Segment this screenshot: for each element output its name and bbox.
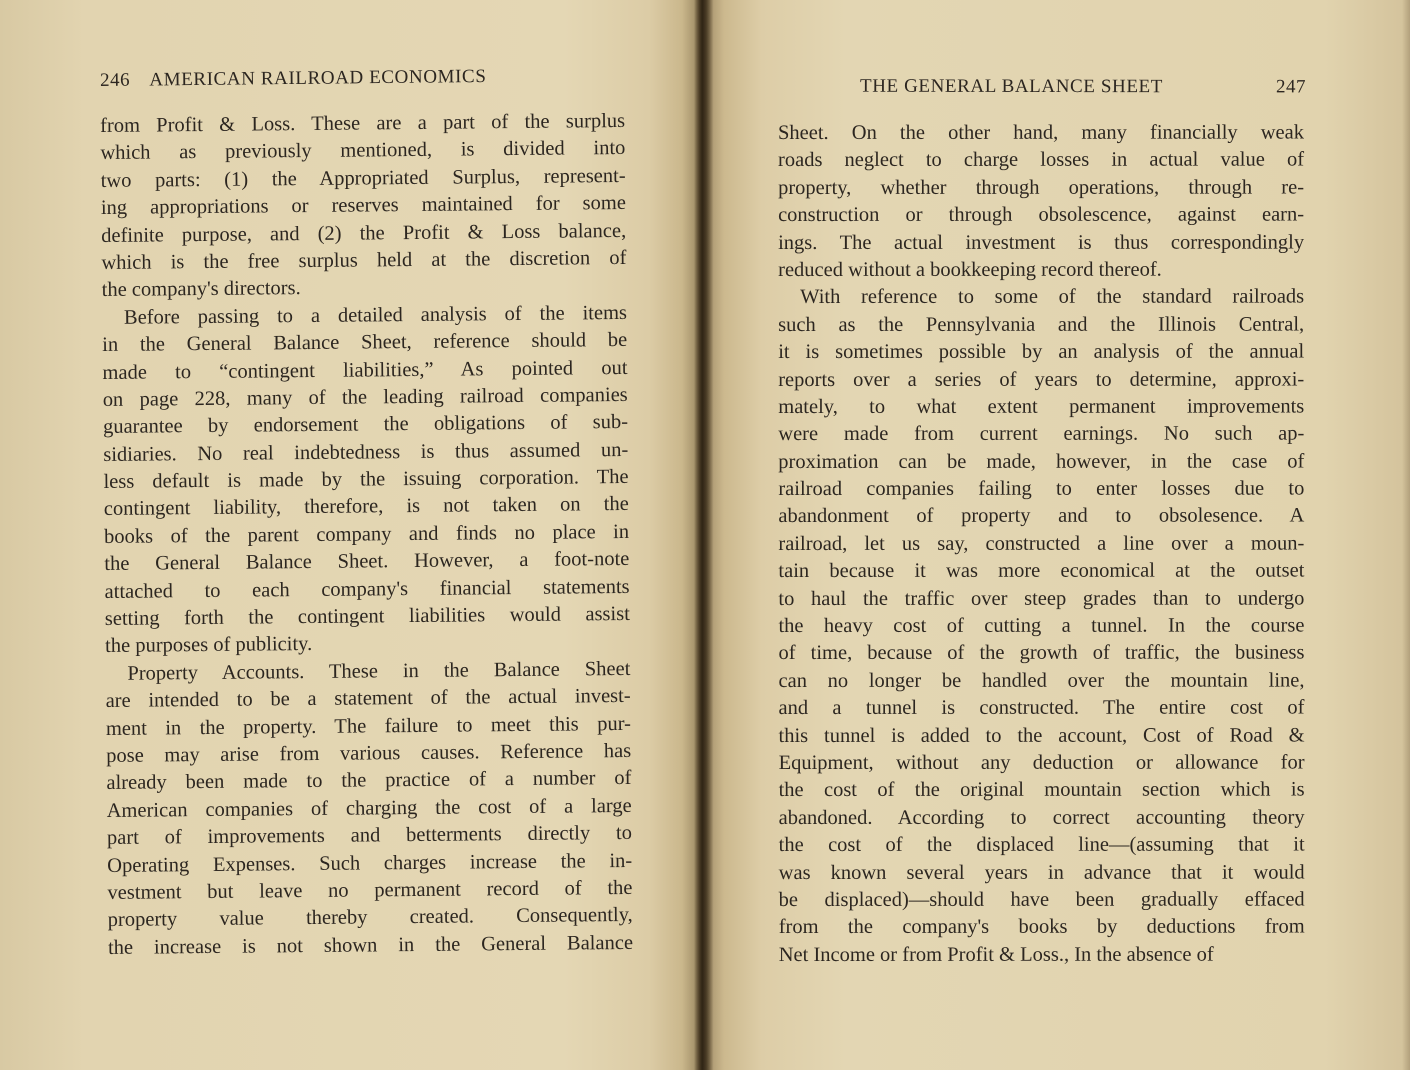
text-line: attached to each company's financial statements [104, 575, 630, 603]
text-line: this tunnel is added to the account, Cost of Road & [778, 724, 1305, 747]
text-line: be displaced)—should have been gradually effaced [778, 888, 1305, 911]
page-edge [1402, 0, 1410, 1070]
text-line: Equipment, without any deduction or allowance for [778, 751, 1305, 774]
text-line: which is the free surplus held at the discretion of [101, 246, 627, 274]
left-page-number: 246 [100, 69, 131, 91]
text-line: are intended to be a statement of the actual invest- [105, 685, 631, 713]
text-line: Sheet. On the other hand, many financially weak [778, 121, 1305, 144]
text-line: pose may arise from various causes. Reference has [106, 739, 632, 767]
text-line: made to “contingent liabilities,” As pointed out [102, 356, 628, 384]
text-line: vestment but leave no permanent record of the [107, 876, 633, 904]
text-line: contingent liability, therefore, is not taken on the [103, 493, 629, 521]
text-line: were made from current earnings. No such ap- [778, 422, 1305, 446]
text-line: ing appropriations or reserves maintained for some [100, 192, 626, 220]
text-line: from Profit & Loss. These are a part of the surplus [100, 109, 626, 137]
left-body-text [100, 108, 633, 962]
text-line: setting forth the contingent liabilities would assist [104, 602, 630, 631]
text-line: With reference to some of the standard railroads [800, 285, 1305, 309]
text-line: the cost of the displaced line—(assuming that it [778, 833, 1305, 857]
right-page [706, 0, 1410, 1070]
text-line: property, whether through operations, through re- [778, 176, 1305, 199]
text-line: the purposes of publicity. [105, 633, 313, 658]
text-line: from the company's books by deductions from [778, 915, 1305, 939]
text-line: which as previously mentioned, is divided into [100, 137, 626, 165]
property-accounts-line: Property Accounts. These in the Balance Sheet [127, 657, 631, 685]
text-line: in the General Balance Sheet, reference should be [102, 329, 628, 357]
left-running-head [100, 65, 620, 92]
text-line: tain because it was more economical at the outset [778, 559, 1305, 583]
text-line: guarantee by endorsement the obligations of sub- [102, 411, 629, 439]
right-page-number: 247 [1275, 76, 1307, 98]
text-line: property value thereby created. Consequently, [107, 904, 633, 932]
text-line: definite purpose, and (2) the Profit & Loss balance, [101, 219, 627, 247]
text-line: such as the Pennsylvania and the Illinois Central, [778, 313, 1305, 336]
text-line: Before passing to a detailed analysis of the items [123, 301, 628, 329]
text-line: Net Income or from Profit & Loss., In the absence of [778, 943, 1214, 966]
text-line: was known several years in advance that it would [778, 861, 1305, 884]
text-line: sidiaries. No real indebtedness is thus assumed un- [103, 438, 629, 466]
text-line: the heavy cost of cutting a tunnel. In the course [778, 614, 1305, 638]
text-line: of time, because of the growth of traffic, the business [778, 641, 1305, 665]
text-line: two parts: (1) the Appropriated Surplus, represent- [100, 164, 626, 192]
text-line: reduced without a bookkeeping record thereof. [778, 258, 1162, 281]
text-line: proximation can be made, however, in the case of [778, 450, 1305, 473]
text-line: railroad companies failing to enter losses due to [778, 477, 1305, 501]
text-line: the cost of the original mountain section which is [778, 778, 1305, 802]
text-line: the increase is not shown in the General Balance [107, 931, 634, 959]
text-line: abandonment of property and to obsolesence. A [778, 505, 1305, 528]
text-line: part of improvements and betterments directly to [106, 822, 633, 850]
text-line: railroad, let us say, constructed a line over a moun- [778, 532, 1305, 555]
text-line: less default is made by the issuing corporation. The [103, 466, 629, 494]
text-line: already been made to the practice of a number of [106, 767, 632, 795]
right-body-text [778, 120, 1305, 970]
text-line: abandoned. According to correct accounting theory [778, 806, 1305, 829]
text-line: construction or through obsolescence, against earn- [778, 203, 1305, 227]
text-line: mately, to what extent permanent improvements [778, 395, 1305, 418]
text-line: the company's directors. [101, 277, 301, 302]
text-line: it is sometimes possible by an analysis of the annual [778, 340, 1305, 364]
text-line: roads neglect to charge losses in actual value of [778, 148, 1305, 172]
text-line: ings. The actual investment is thus correspondingly [778, 231, 1305, 254]
right-running-title: THE GENERAL BALANCE SHEET [859, 75, 1163, 98]
text-line: Operating Expenses. Such charges increase the in- [107, 849, 633, 877]
text-line: American companies of charging the cost of a large [106, 794, 632, 822]
left-running-title: AMERICAN RAILROAD ECONOMICS [149, 65, 487, 91]
text-line: ment in the property. The failure to meet this pur- [105, 712, 631, 740]
left-page [0, 0, 698, 1070]
text-line: and a tunnel is constructed. The entire cost of [778, 696, 1305, 720]
text-line: to haul the traffic over steep grades than to undergo [778, 587, 1305, 610]
text-line: on page 228, many of the leading railroad companies [102, 383, 628, 411]
text-line: can no longer be handled over the mountain line, [778, 669, 1305, 692]
text-line: reports over a series of years to determine, approxi- [778, 368, 1305, 391]
text-line: the General Balance Sheet. However, a foot-note [104, 548, 630, 576]
text-line: books of the parent company and finds no place in [103, 520, 630, 548]
right-running-head [780, 76, 1306, 99]
